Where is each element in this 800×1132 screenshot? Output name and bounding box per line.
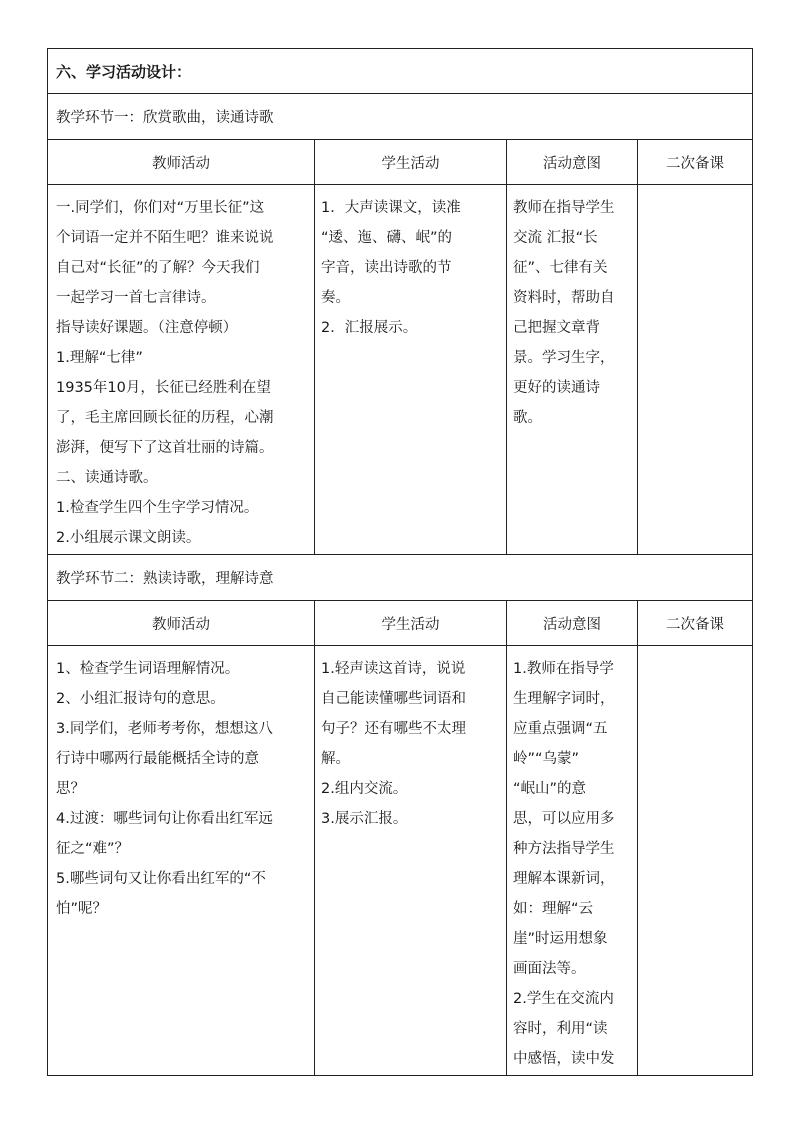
text-line: 一起学习一首七言律诗。: [56, 290, 216, 306]
section-title-row: [48, 49, 753, 94]
lesson-plan-page: [47, 48, 752, 1076]
stage1-activity-intent: [507, 185, 638, 555]
text-line: 解。: [321, 751, 350, 767]
text-line: 如：理解“云: [513, 901, 594, 917]
text-line: 己把握文章背: [513, 320, 600, 336]
text-line: 1．大声读课文，读准: [321, 200, 461, 216]
text-line: 2.组内交流。: [321, 781, 408, 797]
text-line: 2.小组展示课文朗读。: [56, 530, 201, 546]
text-line: 二、读通诗歌。: [56, 470, 158, 486]
text-line: 澎湃，便写下了这首壮丽的诗篇。: [56, 440, 274, 456]
text-line: 思？: [56, 781, 85, 797]
stage2-student-activity: [315, 646, 507, 1076]
text-line: 一.同学们，你们对“万里长征”这: [56, 200, 265, 216]
text-line: 1.轻声读这首诗，说说: [321, 661, 466, 677]
text-line: 画面法等。: [513, 961, 586, 977]
text-line: 1.理解“七律”: [56, 350, 143, 366]
text-line: 更好的读通诗: [513, 380, 600, 396]
stage1-title-row: [48, 94, 753, 140]
text-line: 应重点强调“五: [513, 721, 608, 737]
text-line: 容时，利用“读: [513, 1021, 608, 1037]
text-line: 教师在指导学生: [513, 200, 615, 216]
header-activity-intent: 活动意图: [507, 601, 638, 646]
header-student-activity: 学生活动: [315, 140, 507, 185]
text-line: 征”、七律有关: [513, 260, 608, 276]
text-line: 交流 汇报“长: [513, 230, 598, 246]
stage2-second-prep: [638, 646, 753, 1076]
text-line: 种方法指导学生: [513, 841, 615, 857]
text-line: 自己对“长征”的了解？今天我们: [56, 260, 260, 276]
header-second-prep: 二次备课: [638, 140, 753, 185]
text-line: 岭”“乌蒙”: [513, 751, 580, 767]
stage1-student-activity: [315, 185, 507, 555]
section-title: 六、学习活动设计：: [48, 49, 753, 94]
text-line: 资料时，帮助自: [513, 290, 615, 306]
text-line: 句子？还有哪些不太理: [321, 721, 466, 737]
header-second-prep: 二次备课: [638, 601, 753, 646]
text-line: 行诗中哪两行最能概括全诗的意: [56, 751, 259, 767]
text-line: 5.哪些词句又让你看出红军的“不: [56, 871, 266, 887]
text-line: 4.过渡：哪些词句让你看出红军远: [56, 811, 273, 827]
text-line: 2、小组汇报诗句的意思。: [56, 691, 225, 707]
stage1-content-row: [48, 185, 753, 555]
text-line: 了，毛主席回顾长征的历程，心潮: [56, 410, 274, 426]
header-teacher-activity: 教师活动: [48, 140, 315, 185]
stage2-activity-intent: [507, 646, 638, 1076]
text-line: 崖”时运用想象: [513, 931, 608, 947]
stage2-teacher-activity: [48, 646, 315, 1076]
stage1-header-row: [48, 140, 753, 185]
header-activity-intent: 活动意图: [507, 140, 638, 185]
header-teacher-activity: 教师活动: [48, 601, 315, 646]
text-line: 奏。: [321, 290, 350, 306]
text-line: 1.教师在指导学: [513, 661, 614, 677]
text-line: 征之“难”？: [56, 841, 130, 857]
stage1-teacher-activity: [48, 185, 315, 555]
stage2-header-row: [48, 601, 753, 646]
text-line: 思，可以应用多: [513, 811, 615, 827]
text-line: 2.学生在交流内: [513, 991, 614, 1007]
text-line: 指导读好课题。（注意停顿）: [56, 320, 238, 336]
text-line: 字音，读出诗歌的节: [321, 260, 452, 276]
text-line: “逶、迤、礴、岷”的: [321, 230, 453, 246]
stage2-title: 教学环节二：熟读诗歌，理解诗意: [48, 555, 753, 601]
text-line: 1、检查学生词语理解情况。: [56, 661, 240, 677]
stage2-title-row: [48, 555, 753, 601]
text-line: 中感悟，读中发: [513, 1051, 615, 1067]
text-line: 生理解字词时，: [513, 691, 615, 707]
text-line: 3.同学们，老师考考你，想想这八: [56, 721, 273, 737]
text-line: 1935年10月，长征已经胜利在望: [56, 380, 271, 396]
stage1-second-prep: [638, 185, 753, 555]
activity-design-table: [47, 48, 753, 1076]
text-line: 景。学习生字，: [513, 350, 615, 366]
text-line: 自己能读懂哪些词语和: [321, 691, 466, 707]
text-line: 理解本课新词，: [513, 871, 615, 887]
text-line: 个词语一定并不陌生吧？谁来说说: [56, 230, 274, 246]
text-line: 3.展示汇报。: [321, 811, 408, 827]
stage2-content-row: [48, 646, 753, 1076]
header-student-activity: 学生活动: [315, 601, 507, 646]
text-line: “岷山”的意: [513, 781, 587, 797]
text-line: 1.检查学生四个生字学习情况。: [56, 500, 259, 516]
stage1-title: 教学环节一：欣赏歌曲，读通诗歌: [48, 94, 753, 140]
text-line: 怕”呢？: [56, 901, 108, 917]
text-line: 2．汇报展示。: [321, 320, 418, 336]
text-line: 歌。: [513, 410, 542, 426]
